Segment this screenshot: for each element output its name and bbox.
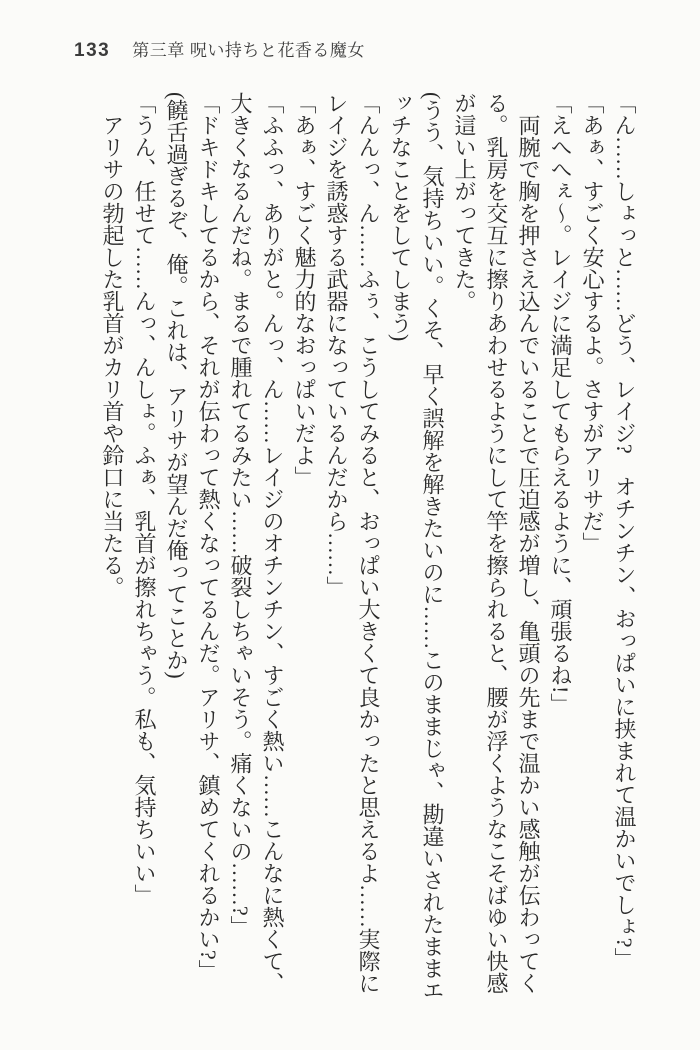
paragraph-dialogue-3: 「えへへぇ〜。レイジに満足してもらえるように、頑張るね!」 — [548, 92, 573, 716]
paragraph-dialogue-6: 「ふふっ、ありがと。んっ、ん……レイジのオチンチン、すごく熱い……こんなに熱くて、大きくなるんだね。まるで腫れてるみたい……破裂しちゃいそう。痛くないの……?」 — [228, 92, 285, 994]
paragraph-dialogue-7: 「ドキドキしてるから、それが伝わって熱くなってるんだ。アリサ、鎮めてくれるかい?」 — [196, 92, 221, 982]
paragraph-dialogue-8: 「うん、任せて……んっ、んしょ。ふぁ、乳首が擦れちゃう。私も、気持ちいい」 — [132, 92, 157, 906]
paragraph-dialogue-2: 「あぁ、すごく安心するよ。さすがアリサだ」 — [580, 92, 605, 554]
chapter-title: 第三章 呪い持ちと花香る魔女 — [132, 41, 365, 60]
paragraph-monologue-1: (うう、気持ちいい。くそ、早く誤解を解きたいのに……このままじゃ、勘違いされたままエッチなことをしてしまう) — [388, 92, 445, 1002]
page-number: 133 — [74, 40, 111, 61]
paragraph-dialogue-4: 「んんっ、ん……ふぅ、こうしてみると、おっぱい大きくて良かったと思えるよ……実際にレイジを誘惑する武器になっているんだから……」 — [324, 92, 381, 994]
paragraph-narration-2: アリサの勃起した乳首がカリ首や鈴口に当たる。 — [100, 114, 125, 598]
paragraph-dialogue-5: 「あぁ、すごく魅力的なおっぱいだよ」 — [292, 92, 317, 488]
paragraph-dialogue-1: 「ん……しょっと……どう、レイジ? オチンチン、おっぱいに挟まれて温かいでしょ?」 — [612, 92, 637, 970]
page-text — [96, 92, 640, 1006]
paragraph-narration-1: 両腕で胸を押さえ込んでいることで圧迫感が増し、亀頭の先まで温かい感触が伝わってくる。乳房を交互に擦りあわせるようにして竿を擦られると、腰が浮くようなこそばゆい快感が這い上がってきた。 — [452, 92, 541, 994]
paragraph-monologue-2: (饒舌過ぎるぞ、俺。これは、アリサが望んだ俺ってことか) — [164, 92, 189, 679]
page-header — [74, 36, 365, 62]
